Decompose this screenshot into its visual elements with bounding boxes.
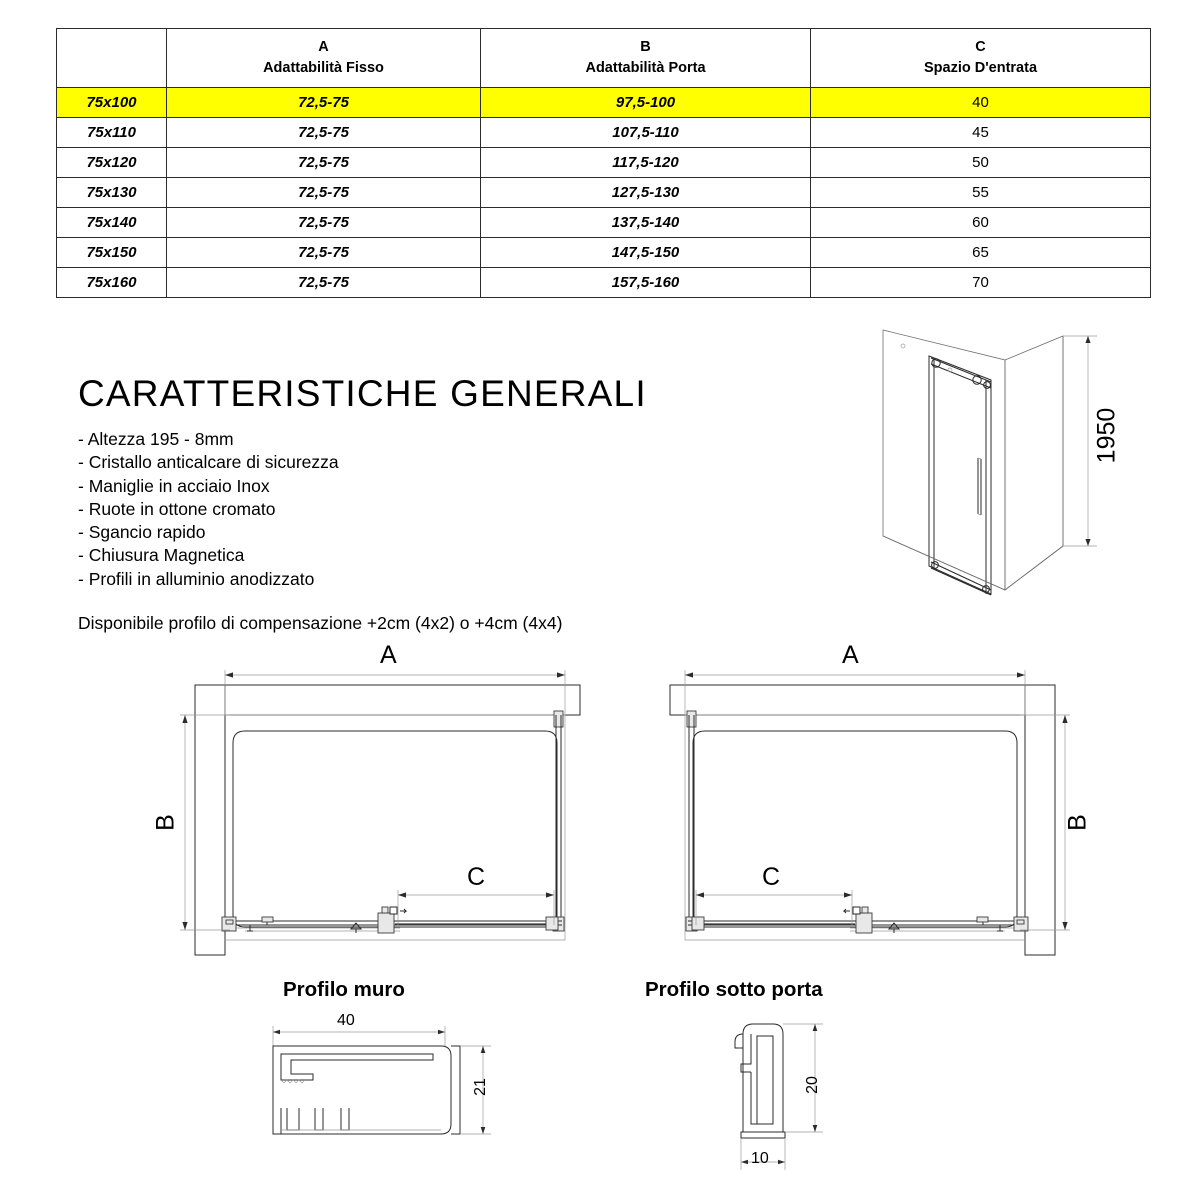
cell-adattabilita-fisso: 72,5-75 [167,88,481,118]
cell-spazio-entrata: 70 [811,268,1151,298]
cell-adattabilita-fisso: 72,5-75 [167,148,481,178]
table-row [57,178,1151,208]
cell-adattabilita-porta: 127,5-130 [481,178,811,208]
cell-adattabilita-fisso: 72,5-75 [167,268,481,298]
plan-left-label-c: C [467,863,486,891]
cell-size: 75x140 [57,208,167,238]
cell-adattabilita-fisso: 72,5-75 [167,238,481,268]
table-row [57,208,1151,238]
feature-item: - Altezza 195 - 8mm [78,429,234,449]
profile-wall-height-dimension: 21 [472,1078,489,1096]
profile-wall-width-dimension: 40 [337,1012,355,1029]
header-letter-c: C [975,38,986,55]
header-cell-a [167,29,481,88]
plan-right-label-a: A [842,641,859,669]
plan-view-right-drawing [640,641,1100,965]
cell-size: 75x100 [57,88,167,118]
header-letter-b: B [640,38,651,55]
table-header-row [57,29,1151,88]
cell-adattabilita-fisso: 72,5-75 [167,208,481,238]
profile-wall-caption: Profilo muro [283,978,405,1001]
feature-item: - Ruote in ottone cromato [78,498,276,519]
plan-left-label-b: B [151,814,180,831]
profile-door-height-dimension: 20 [804,1076,821,1094]
feature-list [78,428,738,591]
profile-wall-drawing [255,978,515,1168]
cell-size: 75x130 [57,178,167,208]
cell-adattabilita-porta: 147,5-150 [481,238,811,268]
size-specification-table [56,28,1151,298]
header-letter-a: A [318,38,329,55]
cell-adattabilita-porta: 107,5-110 [481,118,811,148]
plan-right-label-b: B [1063,814,1092,831]
cell-spazio-entrata: 50 [811,148,1151,178]
cell-adattabilita-fisso: 72,5-75 [167,118,481,148]
isometric-height-dimension: 1950 [1092,407,1121,464]
cell-spazio-entrata: 40 [811,88,1151,118]
feature-item: - Chiusura Magnetica [78,545,245,566]
cell-adattabilita-porta: 137,5-140 [481,208,811,238]
plan-right-label-c: C [762,863,781,891]
cell-adattabilita-porta: 117,5-120 [481,148,811,178]
cell-size: 75x150 [57,238,167,268]
cell-spazio-entrata: 65 [811,238,1151,268]
cell-spazio-entrata: 55 [811,178,1151,208]
table-row [57,88,1151,118]
plan-left-label-a: A [380,641,397,669]
table-body [57,88,1151,298]
feature-item: - Maniglie in acciaio Inox [78,475,270,496]
general-features-section [78,375,738,634]
profile-door-drawing [645,978,925,1178]
cell-size: 75x110 [57,118,167,148]
cell-spazio-entrata: 60 [811,208,1151,238]
table-row [57,118,1151,148]
cell-spazio-entrata: 45 [811,118,1151,148]
table-row [57,148,1151,178]
header-subtitle-a: Adattabilità Fisso [263,60,384,76]
profile-door-width-dimension: 10 [751,1150,769,1167]
header-subtitle-b: Adattabilità Porta [585,60,706,76]
cell-size: 75x120 [57,148,167,178]
cell-adattabilita-fisso: 72,5-75 [167,178,481,208]
cell-size: 75x160 [57,268,167,298]
header-cell-empty [57,29,167,88]
header-cell-b [481,29,811,88]
plan-view-left-drawing [150,641,610,965]
feature-item: - Profili in alluminio anodizzato [78,568,315,589]
table-row [57,238,1151,268]
header-cell-c [811,29,1151,88]
header-subtitle-c: Spazio D'entrata [923,60,1038,76]
availability-note: Disponibile profilo di compensazione +2cm (4x2) o +4cm (4x4) [78,612,563,633]
cell-adattabilita-porta: 157,5-160 [481,268,811,298]
page-title: CARATTERISTICHE GENERALI [78,373,647,414]
isometric-enclosure-drawing [845,318,1155,598]
feature-item: - Sgancio rapido [78,522,206,543]
profile-door-caption: Profilo sotto porta [645,978,823,1001]
table-row [57,268,1151,298]
cell-adattabilita-porta: 97,5-100 [481,88,811,118]
feature-item: - Cristallo anticalcare di sicurezza [78,452,339,473]
